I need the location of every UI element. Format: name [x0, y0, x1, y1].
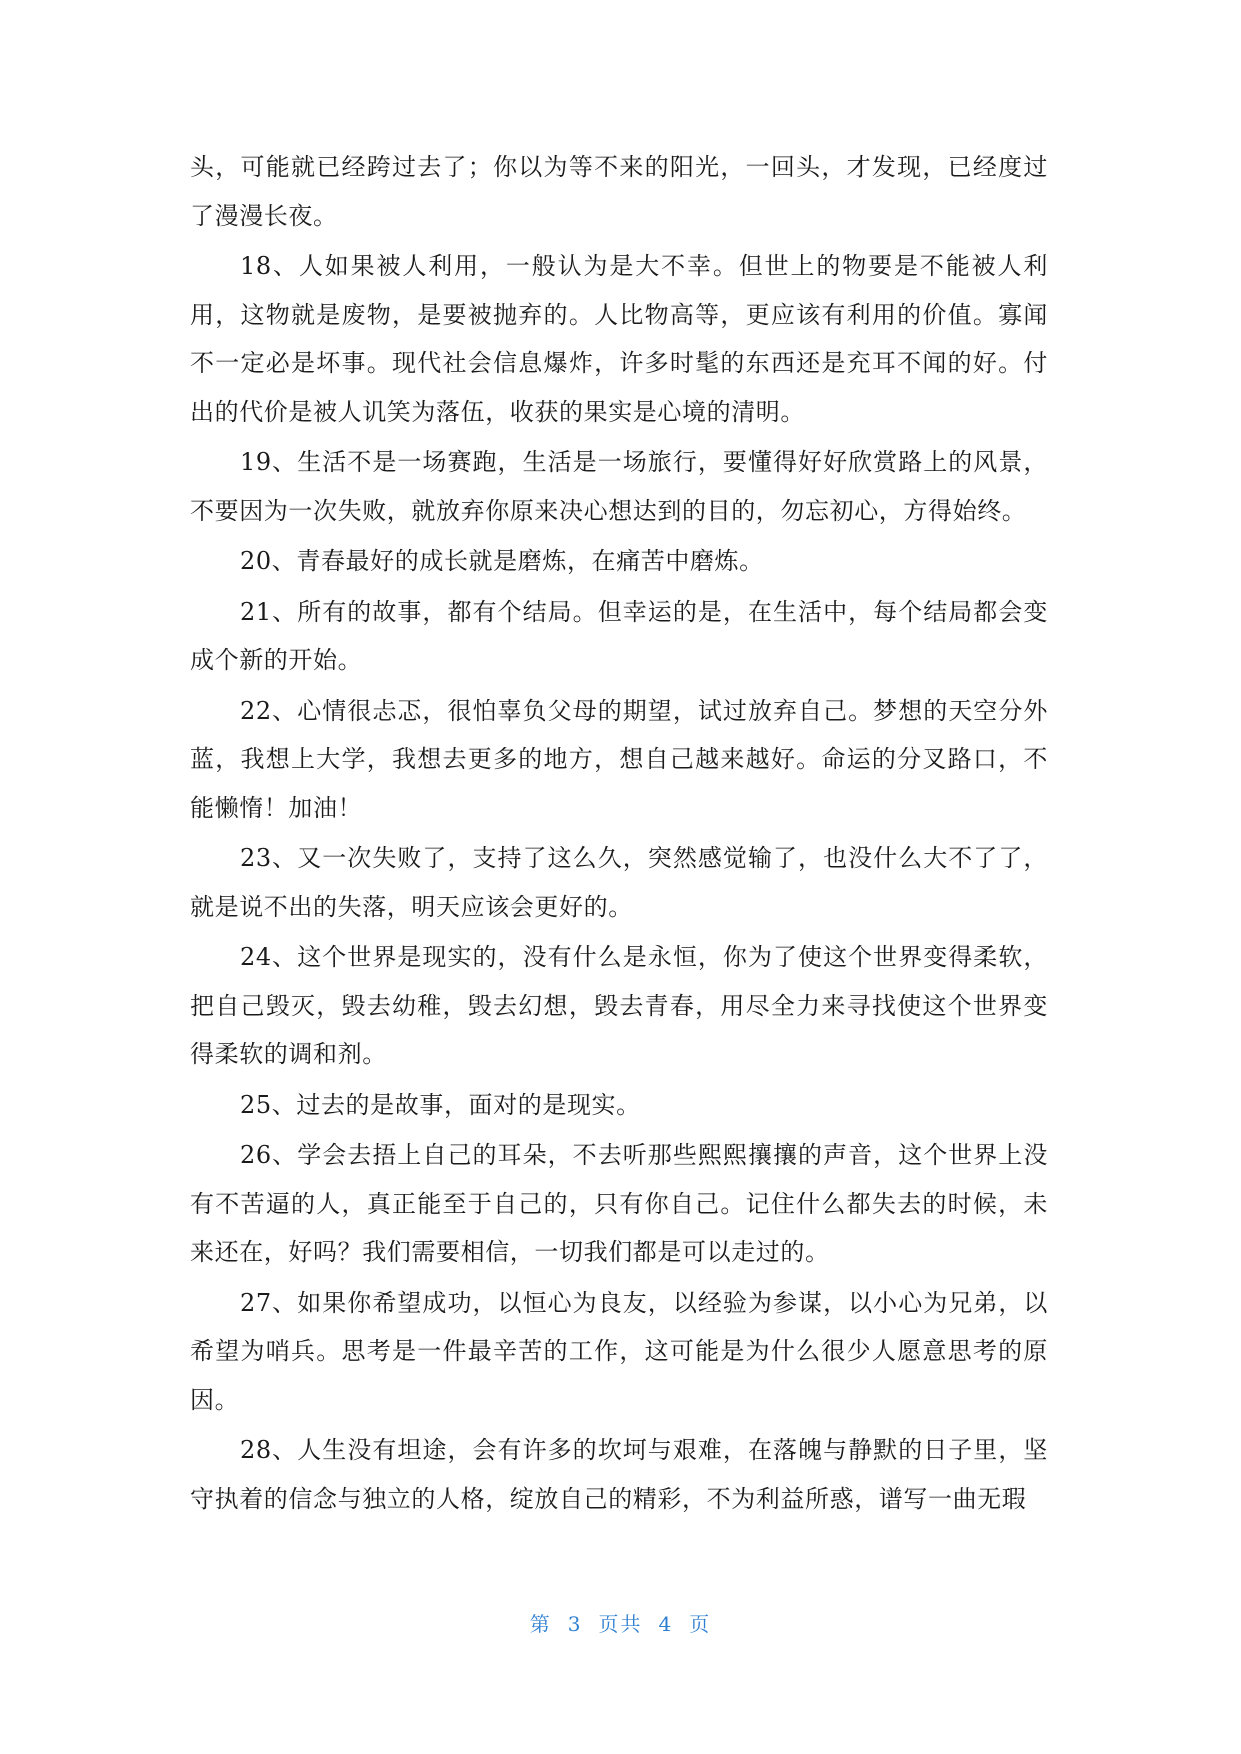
paragraph-21: 21、所有的故事，都有个结局。但幸运的是，在生活中，每个结局都会变成个新的开始。 — [190, 597, 1048, 674]
paragraph-28: 28、人生没有坦途，会有许多的坎坷与艰难，在落魄与静默的日子里，坚守执着的信念与独立的人格，绽放自己的精彩，不为利益所惑，谱写一曲无瑕 — [190, 1436, 1048, 1513]
footer-suffix: 页 — [689, 1612, 712, 1636]
footer-total-pages: 4 — [658, 1612, 674, 1636]
footer-middle: 页共 — [598, 1612, 643, 1636]
paragraph-24: 24、这个世界是现实的，没有什么是永恒，你为了使这个世界变得柔软，把自己毁灭，毁去幼稚，毁去幻想，毁去青春，用尽全力来寻找使这个世界变得柔软的调和剂。 — [190, 943, 1048, 1068]
paragraph-20: 20、青春最好的成长就是磨炼，在痛苦中磨炼。 — [240, 547, 764, 575]
footer-current-page: 3 — [567, 1612, 583, 1636]
paragraph-18: 18、人如果被人利用，一般认为是大不幸。但世上的物要是不能被人利用，这物就是废物，是要被抛弃的。人比物高等，更应该有利用的价值。寡闻不一定必是坏事。现代社会信息爆炸，许多时髦的东西还是充耳不闻的好。付出的代价是被人讥笑为落伍，收获的果实是心境的清明。 — [190, 252, 1048, 426]
paragraph-25: 25、过去的是故事，面对的是现实。 — [240, 1090, 641, 1119]
page-footer — [0, 1608, 1241, 1637]
paragraph-23: 23、又一次失败了，支持了这么久，突然感觉输了，也没什么大不了了，就是说不出的失落，明天应该会更好的。 — [190, 844, 1048, 921]
paragraph-continuation: 头，可能就已经跨过去了；你以为等不来的阳光，一回头，才发现，已经度过了漫漫长夜。 — [190, 153, 1048, 230]
paragraph-27: 27、如果你希望成功，以恒心为良友，以经验为参谋，以小心为兄弟，以希望为哨兵。思考是一件最辛苦的工作，这可能是为什么很少人愿意思考的原因。 — [190, 1288, 1048, 1414]
document-body — [190, 143, 1048, 1525]
footer-prefix: 第 — [529, 1612, 552, 1636]
paragraph-22: 22、心情很忐忑，很怕辜负父母的期望，试过放弃自己。梦想的天空分外蓝，我想上大学，我想去更多的地方，想自己越来越好。命运的分叉路口，不能懒惰！加油！ — [190, 696, 1048, 822]
paragraph-26: 26、学会去捂上自己的耳朵，不去听那些熙熙攘攘的声音，这个世界上没有不苦逼的人，真正能至于自己的，只有你自己。记住什么都失去的时候，未来还在，好吗？我们需要相信，一切我们都是可以走过的。 — [190, 1141, 1048, 1266]
paragraph-19: 19、生活不是一场赛跑，生活是一场旅行，要懂得好好欣赏路上的风景，不要因为一次失败，就放弃你原来决心想达到的目的，勿忘初心，方得始终。 — [190, 448, 1048, 525]
